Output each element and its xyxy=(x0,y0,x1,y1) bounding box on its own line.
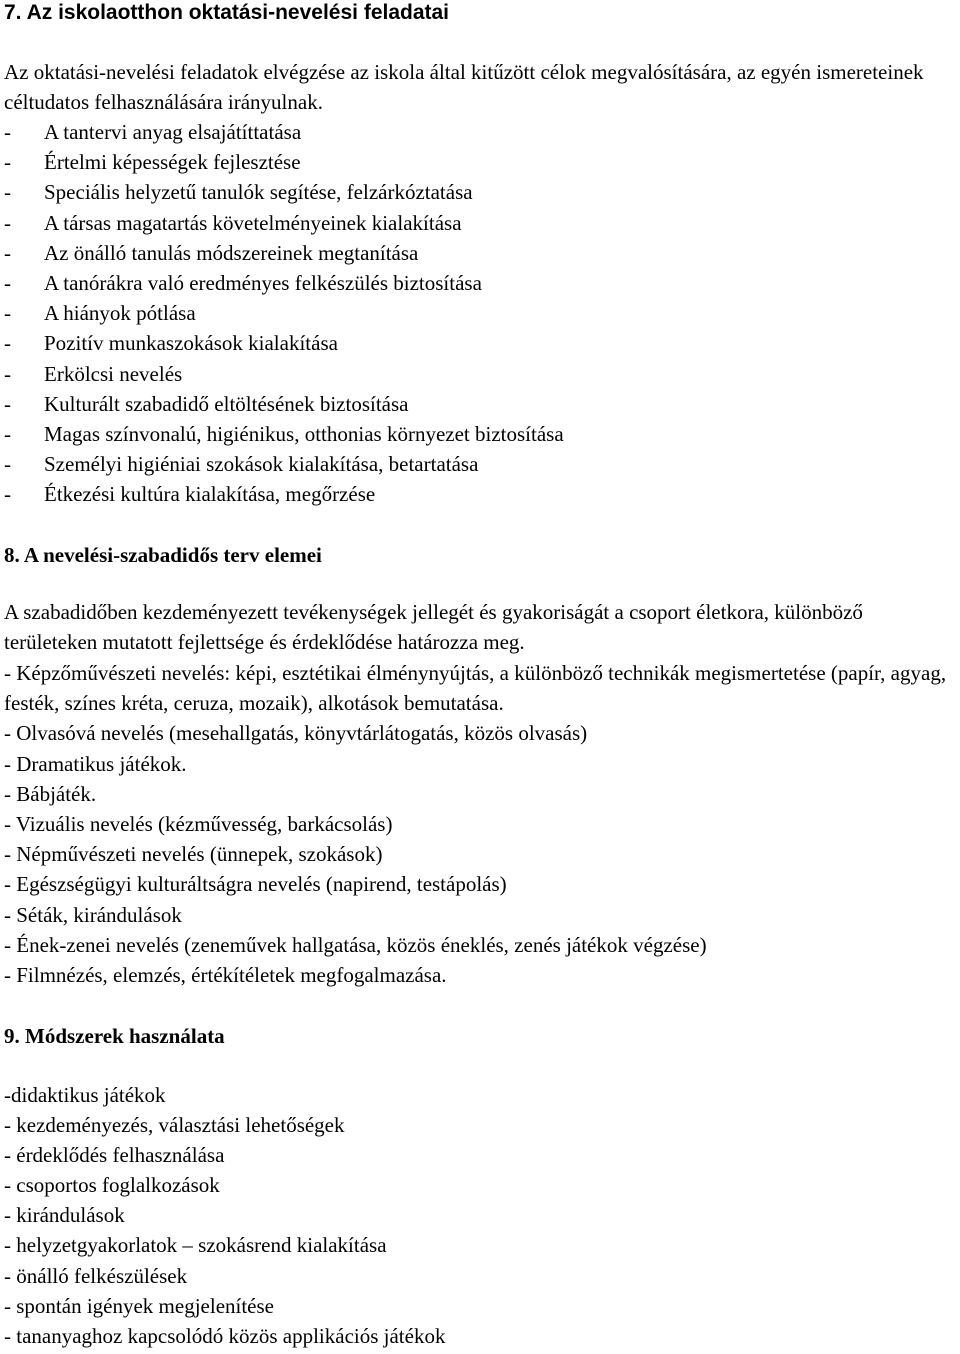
list-item: - Személyi higiéniai szokások kialakítása, betartatása xyxy=(4,452,479,477)
list-item: - Étkezési kultúra kialakítása, megőrzése xyxy=(4,482,376,507)
list-item: - Kulturált szabadidő eltöltésének biztosítása xyxy=(4,391,409,416)
list-item: - A tanórákra való eredményes felkészülés biztosítása xyxy=(4,270,482,295)
section-7-heading: 7. Az iskolaotthon oktatási-nevelési feladatai xyxy=(4,1,450,24)
section-9-method-list xyxy=(4,1080,445,1351)
list-item: - Filmnézés, elemzés, értékítéletek megfogalmazása. xyxy=(4,963,447,988)
list-item: -didaktikus játékok xyxy=(4,1083,166,1107)
list-item: - Pozitív munkaszokások kialakítása xyxy=(4,331,338,356)
list-item: - Az önálló tanulás módszereinek megtanítása xyxy=(4,240,419,265)
list-item: - csoportos foglalkozások xyxy=(4,1173,220,1198)
list-item: - kezdeményezés, választási lehetőségek xyxy=(4,1113,345,1138)
list-item: - Népművészeti nevelés (ünnepek, szokások) xyxy=(4,842,383,867)
list-item: - kirándulások xyxy=(4,1203,125,1228)
list-item: - tananyaghoz kapcsolódó közös applikációs játékok xyxy=(4,1323,446,1348)
list-item: - Egészségügyi kulturáltságra nevelés (napirend, testápolás) xyxy=(4,872,507,897)
section-7-task-list xyxy=(4,117,564,509)
list-item: - Olvasóvá nevelés (mesehallgatás, könyvtárlátogatás, közös olvasás) xyxy=(4,721,588,746)
list-item: - Bábjáték. xyxy=(4,781,97,806)
list-item: - Erkölcsi nevelés xyxy=(4,361,183,386)
list-item: - helyzetgyakorlatok – szokásrend kialakítása xyxy=(4,1233,387,1258)
section-8-heading: 8. A nevelési-szabadidős terv elemei xyxy=(4,543,322,567)
section-8-activity-list xyxy=(4,658,956,990)
list-item: - Értelmi képességek fejlesztése xyxy=(4,150,301,175)
list-item: - Ének-zenei nevelés (zeneművek hallgatása, közös éneklés, zenés játékok végzése) xyxy=(4,932,707,957)
list-item: - A tantervi anyag elsajátíttatása xyxy=(4,120,302,144)
section-7-intro: Az oktatási-nevelési feladatok elvégzése az iskola által kitűzött célok megvalósítására, az egyén ismereteinek céltudatos felhasználására irányulnak. xyxy=(4,60,924,115)
list-item: - spontán igények megjelenítése xyxy=(4,1293,274,1318)
section-9-heading: 9. Módszerek használata xyxy=(4,1024,225,1048)
list-item: - Képzőművészeti nevelés: képi, esztétikai élménynyújtás, a különböző technikák megismertetése (papír, agyag, festék, színes kréta, ceruza, mozaik), alkotások bemutatása. xyxy=(4,661,947,716)
list-item: - Dramatikus játékok. xyxy=(4,751,187,776)
list-item: - A hiányok pótlása xyxy=(4,301,196,326)
list-item: - érdeklődés felhasználása xyxy=(4,1143,225,1168)
section-8-intro: A szabadidőben kezdeményezett tevékenységek jellegét és gyakoriságát a csoport életkora, különböző területeken mutatott fejlettsége és érdeklődése határozza meg. xyxy=(4,600,863,655)
list-item: - önálló felkészülések xyxy=(4,1263,188,1288)
list-item: - Vizuális nevelés (kézművesség, barkácsolás) xyxy=(4,812,393,837)
list-item: - Speciális helyzetű tanulók segítése, felzárkóztatása xyxy=(4,180,473,205)
list-item: - A társas magatartás követelményeinek kialakítása xyxy=(4,210,462,235)
list-item: - Séták, kirándulások xyxy=(4,902,182,927)
list-item: - Magas színvonalú, higiénikus, otthonias környezet biztosítása xyxy=(4,421,564,446)
